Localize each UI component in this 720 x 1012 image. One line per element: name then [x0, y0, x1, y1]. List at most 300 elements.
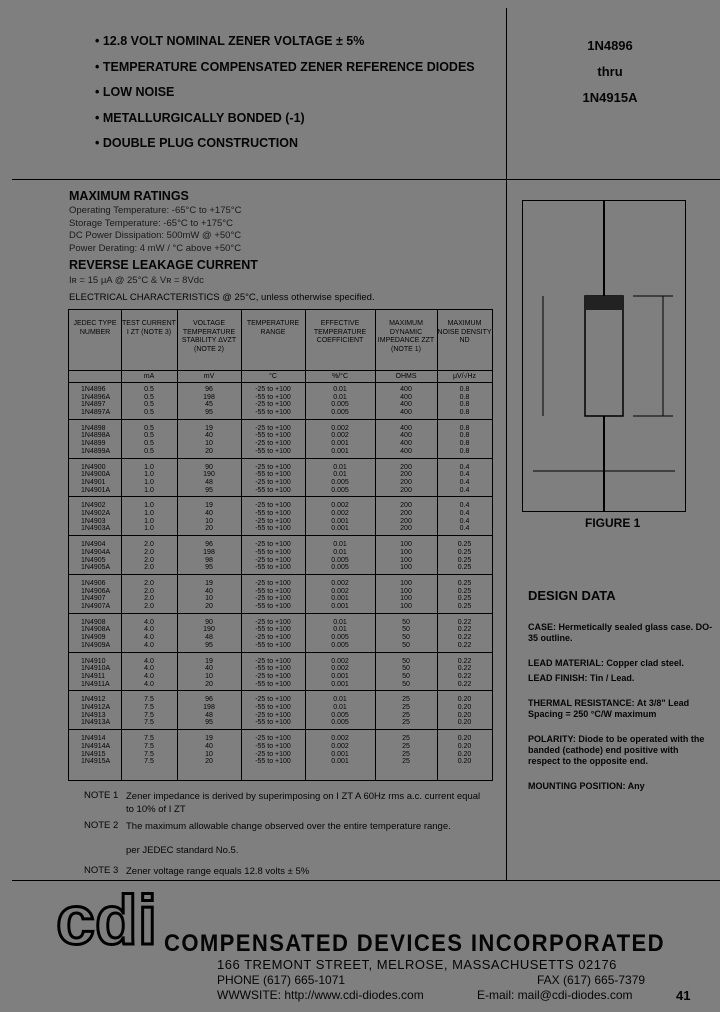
table-row — [69, 471, 492, 479]
table-cell: -55 to +100 — [255, 626, 291, 634]
table-cell: 200 — [400, 525, 412, 533]
table-cell: 0.4 — [459, 463, 470, 471]
table-cell: 7.5 — [144, 719, 154, 727]
table-cell: 1N4905A — [81, 564, 111, 572]
table-cell: 0.005 — [331, 478, 349, 486]
table-cell: 0.001 — [331, 758, 349, 766]
table-cell: 20 — [205, 603, 213, 611]
table-row — [69, 626, 492, 634]
table-cell: 0.002 — [331, 432, 349, 440]
table-cell: 40 — [205, 587, 213, 595]
table-cell: 7.5 — [144, 742, 154, 750]
table-cell: 0.01 — [333, 618, 347, 626]
col-header-impedance: MAXIMUM DYNAMIC IMPEDANCE ZZT (NOTE 1) — [377, 320, 435, 353]
table-cell: 0.005 — [331, 719, 349, 727]
table-cell: 1N4896 — [81, 386, 106, 393]
table-cell: 0.5 — [144, 440, 154, 448]
table-cell: 4.0 — [144, 641, 154, 649]
table-cell: 7.5 — [144, 758, 154, 766]
table-cell: -25 to +100 — [255, 478, 291, 486]
table-cell: 1N4902A — [81, 510, 111, 518]
table-cell: 1N4897A — [81, 409, 111, 417]
table-cell: 1N4912 — [81, 696, 106, 704]
table-cell: 25 — [402, 742, 410, 750]
table-cell: 1N4908 — [81, 618, 106, 626]
table-cell: 0.001 — [331, 672, 349, 680]
table-row — [69, 619, 492, 627]
design-data-line: LEAD FINISH: Tin / Lead. — [528, 673, 635, 683]
table-cell: 1N4908A — [81, 626, 111, 634]
table-cell: 0.002 — [331, 510, 349, 518]
table-cell: 1N4911 — [81, 672, 106, 680]
table-cell: 0.20 — [457, 696, 472, 704]
table-cell: 1N4899 — [81, 440, 106, 448]
table-cell: 4.0 — [144, 680, 154, 688]
table-cell: 200 — [400, 471, 412, 479]
table-cell: -55 to +100 — [255, 665, 291, 673]
table-cell: 2.0 — [144, 548, 154, 556]
table-cell: 1N4907 — [81, 595, 106, 603]
table-cell: 40 — [205, 665, 213, 673]
note-line: to 10% of I ZT — [126, 804, 186, 815]
table-cell: 0.01 — [333, 626, 347, 634]
table-row-group — [69, 386, 492, 417]
table-cell: 0.001 — [331, 447, 349, 455]
diode-drawing — [523, 201, 685, 511]
table-cell: -55 to +100 — [255, 409, 291, 417]
table-cell: 4.0 — [144, 665, 154, 673]
table-cell: 1N4913A — [81, 719, 111, 727]
table-cell: 400 — [400, 432, 412, 440]
note-line: Zener impedance is derived by superimposing on I ZT A 60Hz rms a.c. current equal — [126, 791, 481, 802]
design-data-line: THERMAL RESISTANCE: At 3/8" Lead Spacing = 250 °C/W maximum — [528, 698, 690, 719]
table-cell: 1N4911A — [81, 680, 110, 688]
table-cell: 0.25 — [457, 548, 472, 556]
table-row-group — [69, 502, 492, 533]
table-cell: 0.002 — [331, 657, 349, 665]
table-cell: 1N4898 — [81, 424, 106, 432]
table-cell: 1N4903A — [81, 525, 111, 533]
table-cell: 2.0 — [144, 556, 154, 564]
table-cell: 50 — [402, 641, 410, 649]
table-cell: 96 — [205, 541, 213, 549]
table-cell: 1N4910 — [81, 657, 106, 665]
table-cell: -25 to +100 — [255, 750, 291, 758]
table-cell: -55 to +100 — [255, 510, 291, 518]
table-cell: 0.005 — [331, 409, 349, 417]
table-cell: 100 — [400, 564, 412, 572]
table-cell: 400 — [400, 440, 412, 448]
table-cell: 0.22 — [457, 665, 472, 673]
diode-outline-figure — [522, 200, 686, 512]
table-row — [69, 394, 492, 402]
table-cell: 200 — [400, 502, 412, 510]
table-cell: 1.0 — [144, 525, 154, 533]
table-cell: 190 — [203, 471, 215, 479]
table-cell: 100 — [400, 541, 412, 549]
table-cell: -25 to +100 — [255, 463, 291, 471]
table-cell: 95 — [205, 641, 213, 649]
table-cell: 200 — [400, 510, 412, 518]
table-row — [69, 580, 492, 588]
table-row — [69, 448, 492, 456]
table-cell: 1N4900A — [81, 471, 111, 479]
table-row — [69, 665, 492, 673]
table-row — [69, 557, 492, 565]
table-cell: 0.01 — [333, 704, 347, 712]
feature-item: • METALLURGICALLY BONDED (-1) — [95, 110, 305, 125]
table-row — [69, 525, 492, 533]
table-row — [69, 735, 492, 743]
table-cell: 0.20 — [457, 742, 472, 750]
table-cell: 400 — [400, 447, 412, 455]
table-cell: 0.001 — [331, 603, 349, 611]
table-cell: 100 — [400, 595, 412, 603]
feature-item: • 12.8 VOLT NOMINAL ZENER VOLTAGE ± 5% — [95, 34, 365, 48]
table-cell: 19 — [205, 424, 213, 432]
table-row — [69, 658, 492, 666]
table-cell: 0.001 — [331, 517, 349, 525]
table-cell: -25 to +100 — [255, 556, 291, 564]
table-cell: 100 — [400, 556, 412, 564]
table-row — [69, 518, 492, 526]
table-cell: 100 — [400, 580, 412, 587]
max-rating-line: DC Power Dissipation: 500mW @ +50°C — [69, 230, 242, 241]
design-data-title: DESIGN DATA — [528, 588, 616, 603]
table-cell: 0.8 — [459, 440, 470, 448]
table-cell: 7.5 — [144, 704, 154, 712]
table-cell: 0.001 — [331, 595, 349, 603]
table-cell: 95 — [205, 486, 213, 494]
feature-item: • TEMPERATURE COMPENSATED ZENER REFERENCE DIODES — [95, 59, 475, 74]
table-cell: -25 to +100 — [255, 541, 291, 549]
table-cell: 4.0 — [144, 618, 154, 626]
feature-item: • DOUBLE PLUG CONSTRUCTION — [95, 136, 298, 150]
table-cell: 2.0 — [144, 564, 154, 572]
table-cell: 50 — [402, 657, 410, 665]
table-cell: 1N4899A — [81, 447, 111, 455]
table-cell: -55 to +100 — [255, 603, 291, 611]
table-row — [69, 549, 492, 557]
table-row — [69, 487, 492, 495]
table-cell: 0.001 — [331, 525, 349, 533]
table-cell: 0.001 — [331, 750, 349, 758]
table-row-group — [69, 425, 492, 456]
table-cell: 0.8 — [459, 447, 470, 455]
table-cell: -55 to +100 — [255, 486, 291, 494]
table-cell: 1N4896A — [81, 393, 111, 401]
company-address: 166 TREMONT STREET, MELROSE, MASSACHUSETTS 02176 — [217, 957, 617, 972]
table-cell: 1N4901 — [81, 478, 106, 486]
table-cell: 25 — [402, 750, 410, 758]
table-cell: 1N4897 — [81, 401, 106, 409]
table-cell: 10 — [205, 595, 213, 603]
table-row — [69, 603, 492, 611]
table-cell: 1N4904 — [81, 541, 106, 549]
table-cell: 19 — [205, 502, 213, 510]
table-cell: 198 — [203, 393, 215, 401]
table-row — [69, 541, 492, 549]
table-cell: 0.22 — [457, 657, 472, 665]
table-cell: -55 to +100 — [255, 447, 291, 455]
table-cell: 0.005 — [331, 641, 349, 649]
table-cell: 20 — [205, 758, 213, 766]
table-cell: 0.4 — [459, 510, 470, 518]
table-cell: -55 to +100 — [255, 525, 291, 533]
table-cell: 0.005 — [331, 634, 349, 642]
table-cell: 0.8 — [459, 401, 470, 409]
table-row — [69, 432, 492, 440]
table-cell: 0.25 — [457, 587, 472, 595]
part-first: 1N4896 — [587, 38, 633, 53]
table-cell: 0.005 — [331, 711, 349, 719]
note-label: NOTE 1 — [84, 790, 119, 801]
table-cell: -55 to +100 — [255, 587, 291, 595]
table-cell: 0.25 — [457, 556, 472, 564]
table-cell: -25 to +100 — [255, 672, 291, 680]
table-cell: 2.0 — [144, 580, 154, 587]
table-cell: 0.8 — [459, 424, 470, 432]
table-cell: 50 — [402, 626, 410, 634]
table-cell: 10 — [205, 672, 213, 680]
unit-ohms: OHMS — [395, 373, 417, 380]
table-cell: 0.01 — [333, 463, 347, 471]
company-email[interactable]: E-mail: mail@cdi-diodes.com — [477, 988, 633, 1002]
table-cell: 200 — [400, 463, 412, 471]
table-cell: 0.01 — [333, 548, 347, 556]
table-row — [69, 386, 492, 394]
table-cell: 2.0 — [144, 595, 154, 603]
table-cell: 1.0 — [144, 510, 154, 518]
table-cell: -25 to +100 — [255, 711, 291, 719]
table-cell: 1N4903 — [81, 517, 106, 525]
unit-mv: mV — [203, 373, 215, 380]
cdi-logo — [56, 884, 160, 952]
table-row — [69, 479, 492, 487]
company-website[interactable]: WWWSITE: http://www.cdi-diodes.com — [217, 988, 424, 1002]
part-thru: thru — [597, 64, 623, 79]
table-cell: 1N4912A — [81, 704, 111, 712]
note-1 — [68, 790, 498, 816]
table-cell: -55 to +100 — [255, 548, 291, 556]
table-cell: 400 — [400, 409, 412, 417]
table-cell: 40 — [205, 432, 213, 440]
table-cell: 25 — [402, 704, 410, 712]
max-rating-line: Storage Temperature: -65°C to +175°C — [69, 217, 234, 229]
table-row — [69, 712, 492, 720]
table-cell: 1N4913 — [81, 711, 106, 719]
table-cell: -55 to +100 — [255, 758, 291, 766]
table-row — [69, 502, 492, 510]
table-cell: 20 — [205, 447, 213, 455]
table-row-group — [69, 696, 492, 727]
table-cell: 0.01 — [333, 696, 347, 704]
table-cell: 25 — [402, 735, 410, 743]
table-cell: 0.002 — [331, 735, 349, 743]
table-cell: 48 — [205, 711, 213, 719]
table-cell: 0.4 — [459, 478, 470, 486]
table-cell: 50 — [402, 680, 410, 688]
table-row — [69, 409, 492, 417]
table-cell: 0.002 — [331, 742, 349, 750]
table-cell: 100 — [400, 603, 412, 611]
company-phone: PHONE (617) 665-1071 — [217, 973, 346, 987]
table-row — [69, 673, 492, 681]
feature-item: • LOW NOISE — [95, 85, 175, 99]
table-cell: 95 — [205, 719, 213, 727]
table-cell: 0.01 — [333, 541, 347, 549]
table-row — [69, 751, 492, 759]
max-ratings-list — [69, 205, 241, 255]
col-header-voltage-stability: VOLTAGE TEMPERATURE STABILITY ΔVZT (NOTE 2) — [181, 320, 237, 353]
table-cell: 400 — [400, 386, 412, 393]
table-cell: -55 to +100 — [255, 564, 291, 572]
logo-text: cdi — [56, 884, 158, 952]
table-cell: 0.22 — [457, 618, 472, 626]
table-row — [69, 440, 492, 448]
table-cell: -55 to +100 — [255, 641, 291, 649]
table-cell: 0.01 — [333, 471, 347, 479]
table-cell: 0.8 — [459, 409, 470, 417]
table-cell: -25 to +100 — [255, 502, 291, 510]
table-cell: 1N4909A — [81, 641, 111, 649]
table-cell: 400 — [400, 424, 412, 432]
table-cell: 19 — [205, 657, 213, 665]
table-cell: 100 — [400, 548, 412, 556]
table-cell: 200 — [400, 478, 412, 486]
table-cell: 20 — [205, 525, 213, 533]
company-fax: FAX (617) 665-7379 — [537, 973, 646, 987]
table-cell: 0.5 — [144, 386, 154, 393]
table-cell: 0.001 — [331, 680, 349, 688]
table-cell: 50 — [402, 672, 410, 680]
table-cell: 2.0 — [144, 603, 154, 611]
table-cell: 1N4915 — [81, 750, 106, 758]
table-cell: 198 — [203, 548, 215, 556]
table-row-group — [69, 541, 492, 572]
table-cell: 0.22 — [457, 634, 472, 642]
table-cell: 40 — [205, 742, 213, 750]
table-cell: 1.0 — [144, 471, 154, 479]
table-cell: 200 — [400, 517, 412, 525]
table-row — [69, 634, 492, 642]
table-cell: 0.5 — [144, 447, 154, 455]
table-cell: 0.25 — [457, 595, 472, 603]
table-cell: 25 — [402, 719, 410, 727]
table-cell: 200 — [400, 486, 412, 494]
table-cell: 10 — [205, 750, 213, 758]
table-cell: 0.25 — [457, 603, 472, 611]
table-cell: 48 — [205, 478, 213, 486]
col-header-noise: MAXIMUM NOISE DENSITY ND — [437, 320, 492, 344]
table-cell: -55 to +100 — [255, 704, 291, 712]
table-cell: 1N4904A — [81, 548, 111, 556]
table-cell: 0.5 — [144, 401, 154, 409]
table-cell: 7.5 — [144, 711, 154, 719]
table-cell: 0.005 — [331, 556, 349, 564]
notes — [68, 790, 498, 878]
table-cell: 4.0 — [144, 657, 154, 665]
unit-degc: °C — [269, 373, 277, 380]
table-cell: 19 — [205, 735, 213, 743]
part-number-range — [560, 38, 660, 116]
unit-ma: mA — [143, 373, 155, 380]
table-cell: 0.20 — [457, 704, 472, 712]
table-cell: 4.0 — [144, 634, 154, 642]
table-cell: -55 to +100 — [255, 719, 291, 727]
table-cell: 10 — [205, 440, 213, 448]
table-cell: 1.0 — [144, 486, 154, 494]
table-cell: 96 — [205, 696, 213, 704]
design-data-line: MOUNTING POSITION: Any — [528, 781, 645, 791]
table-cell: 48 — [205, 634, 213, 642]
table-cell: 0.20 — [457, 735, 472, 743]
table-row — [69, 704, 492, 712]
table-cell: 100 — [400, 587, 412, 595]
table-cell: 4.0 — [144, 672, 154, 680]
table-cell: 7.5 — [144, 750, 154, 758]
table-cell: -25 to +100 — [255, 440, 291, 448]
col-header-type: JEDEC TYPE NUMBER — [73, 320, 117, 336]
table-cell: 25 — [402, 696, 410, 704]
note-line: The maximum allowable change observed over the entire temperature range. — [126, 821, 451, 832]
note-line: per JEDEC standard No.5. — [126, 845, 239, 856]
table-cell: 0.005 — [331, 401, 349, 409]
table-cell: 0.22 — [457, 680, 472, 688]
table-cell: 0.4 — [459, 471, 470, 479]
table-row-group — [69, 735, 492, 766]
part-last: 1N4915A — [582, 90, 638, 105]
table-cell: 0.002 — [331, 665, 349, 673]
table-cell: 0.8 — [459, 393, 470, 401]
table-row-group — [69, 580, 492, 611]
table-row — [69, 595, 492, 603]
table-row — [69, 464, 492, 472]
design-data-list — [528, 622, 713, 806]
table-cell: 25 — [402, 758, 410, 766]
table-cell: 0.005 — [331, 486, 349, 494]
table-row — [69, 758, 492, 766]
table-cell: 0.001 — [331, 440, 349, 448]
table-cell: 1N4915A — [81, 758, 111, 766]
col-header-temp-range: TEMPERATURE RANGE — [246, 320, 300, 336]
table-cell: -25 to +100 — [255, 401, 291, 409]
table-cell: 0.5 — [144, 409, 154, 417]
table-cell: 1N4914 — [81, 735, 106, 743]
table-cell: 90 — [205, 618, 213, 626]
table-cell: 190 — [203, 626, 215, 634]
table-cell: 0.005 — [331, 564, 349, 572]
table-cell: 0.5 — [144, 393, 154, 401]
note-label: NOTE 2 — [84, 820, 119, 831]
table-cell: 1N4901A — [81, 486, 111, 494]
table-cell: 2.0 — [144, 587, 154, 595]
table-row — [69, 588, 492, 596]
table-cell: 1N4914A — [81, 742, 111, 750]
table-cell: 0.20 — [457, 711, 472, 719]
table-row — [69, 719, 492, 727]
table-cell: 40 — [205, 510, 213, 518]
table-cell: 95 — [205, 409, 213, 417]
header-divider-horizontal — [12, 179, 720, 180]
col-header-test-current: TEST CURRENT I ZT (NOTE 3) — [122, 320, 176, 336]
header-divider-vertical — [506, 8, 507, 180]
table-cell: 1N4909 — [81, 634, 106, 642]
table-cell: 0.5 — [144, 432, 154, 440]
table-cell: 2.0 — [144, 541, 154, 549]
col-header-temp-coefficient: EFFECTIVE TEMPERATURE COEFFICIENT — [313, 320, 367, 344]
electrical-characteristics-table — [68, 309, 493, 781]
